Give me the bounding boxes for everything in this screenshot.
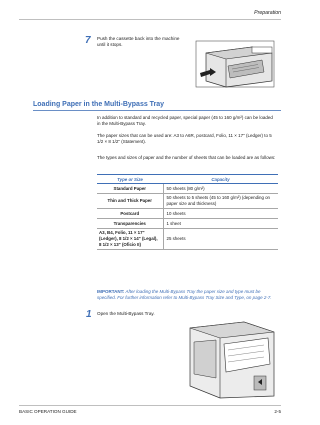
paper-sizes-paragraph: The paper sizes that can be used are: A3 to A6R, postcard, Folio, 11 × 17" (Ledger) to 5 1/2 × 8 1/2" (Statement). <box>97 133 272 145</box>
step-1-text: Open the Multi-Bypass Tray. <box>97 311 155 316</box>
page-header-title: Preparation <box>254 10 281 16</box>
cell-capacity: 50 sheets (80 g/m²) <box>163 184 278 194</box>
table-header-row <box>97 175 278 184</box>
footer-rule <box>19 405 281 406</box>
table-row <box>97 228 278 249</box>
step-1-number: 1 <box>86 309 92 320</box>
cell-type: Transparencies <box>97 219 163 229</box>
cell-type: A3, B4, Folio, 11 × 17" (Ledger), 8 1/2 × 14" (Legal), 8 1/2 × 13" (Oficio II) <box>97 228 163 249</box>
important-note <box>97 289 279 301</box>
table-row <box>97 193 278 209</box>
footer-page-number: 2-5 <box>274 409 281 414</box>
table-row <box>97 184 278 194</box>
cell-capacity: 1 sheet <box>163 219 278 229</box>
cell-type: Standard Paper <box>97 184 163 194</box>
section-rule <box>33 110 281 111</box>
types-paragraph: The types and sizes of paper and the number of sheets that can be loaded are as follows: <box>97 155 276 160</box>
footer-guide-title: BASIC OPERATION GUIDE <box>19 409 77 414</box>
cell-capacity: 25 sheets <box>163 228 278 249</box>
cell-capacity: 10 sheets <box>163 209 278 219</box>
important-text: After loading the Multi-Bypass Tray the paper size and type must be specified. For further information refer to Multi-Bypass Tray Size and Type, on page 2-7. <box>97 289 272 301</box>
table-row <box>97 219 278 229</box>
header-rule <box>19 19 281 20</box>
intro-paragraph: In addition to standard and recycled paper, special paper (45 to 160 g/m²) can be loaded in the Multi-Bypass Tray. <box>97 115 273 127</box>
capacity-table <box>97 174 278 250</box>
section-heading: Loading Paper in the Multi-Bypass Tray <box>33 101 165 108</box>
cell-type: Thin and Thick Paper <box>97 193 163 209</box>
bypass-tray-illustration <box>184 320 278 400</box>
table-row <box>97 209 278 219</box>
cell-type: Postcard <box>97 209 163 219</box>
cassette-illustration <box>192 39 278 89</box>
step-7-text: Push the cassette back into the machine until it stops. <box>97 36 180 48</box>
col-header-type: Type or Size <box>97 175 163 184</box>
cell-capacity: 50 sheets to 5 sheets (45 to 160 g/m²) (depending on paper size and thickness) <box>163 193 278 209</box>
important-label: IMPORTANT: <box>97 289 125 294</box>
step-7-number: 7 <box>85 35 91 46</box>
col-header-capacity: Capacity <box>163 175 278 184</box>
